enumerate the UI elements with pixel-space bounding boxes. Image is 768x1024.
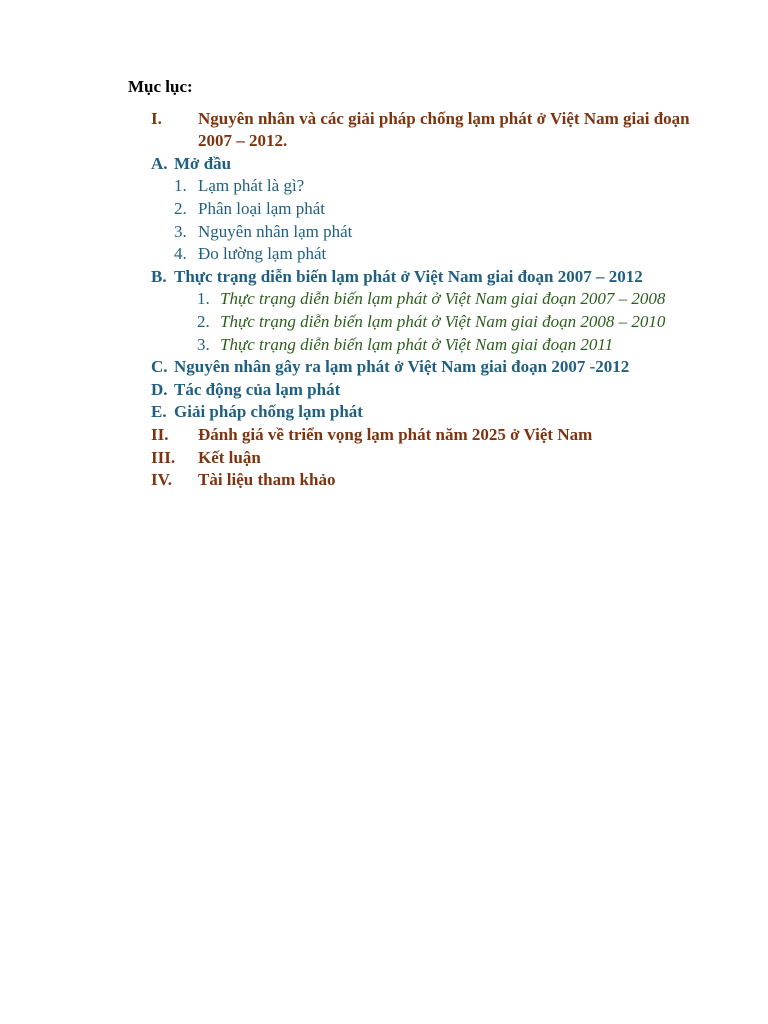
toc-item-number: D. (151, 379, 168, 399)
toc-item-text: Tài liệu tham khảo (198, 470, 336, 490)
document-page (128, 76, 708, 492)
toc-item-number: A. (151, 153, 168, 173)
toc-item-E (128, 401, 708, 424)
toc-item-text: Lạm phát là gì? (198, 176, 305, 196)
toc-item-text: Thực trạng diễn biến lạm phát ở Việt Nam giai đoạn 2008 – 2010 (220, 311, 666, 331)
toc-item-B1 (128, 288, 708, 311)
toc-item-A1 (128, 175, 708, 198)
toc-item-number: C. (151, 357, 168, 377)
toc-item-number: E. (151, 402, 167, 422)
toc-item-text: Giải pháp chống lạm phát (174, 402, 363, 422)
toc-item-text: Tác động của lạm phát (174, 379, 341, 399)
toc-item-text: Nguyên nhân lạm phát (198, 221, 353, 241)
toc-item-number: III. (151, 447, 176, 467)
toc-title: Mục lục: (128, 77, 193, 96)
toc-item-text: Phân loại lạm phát (198, 198, 326, 218)
toc-item-text: Đánh giá về triển vọng lạm phát năm 2025 ở Việt Nam (198, 424, 593, 444)
toc-item-number: IV. (151, 470, 172, 490)
toc-item-number: II. (151, 424, 169, 444)
toc-item-number: 1. (197, 289, 210, 309)
toc-item-C (128, 356, 708, 379)
toc-item-text: Thực trạng diễn biến lạm phát ở Việt Nam giai đoạn 2007 – 2008 (220, 289, 666, 309)
toc-item-number: 4. (174, 244, 187, 264)
toc-item-A2 (128, 198, 708, 221)
toc-item-number: 2. (197, 311, 210, 331)
toc-item-IV (128, 469, 708, 492)
toc-item-number: 3. (174, 221, 187, 241)
toc-item-text: Nguyên nhân và các giải pháp chống lạm phát ở Việt Nam giai đoạn 2007 – 2012. (198, 108, 690, 151)
toc-item-text: Thực trạng diễn biến lạm phát ở Việt Nam giai đoạn 2011 (220, 334, 614, 354)
toc-item-A3 (128, 221, 708, 244)
toc-item-II (128, 424, 708, 447)
toc-item-number: 3. (197, 334, 210, 354)
toc-item-text: Thực trạng diễn biến lạm phát ở Việt Nam giai đoạn 2007 – 2012 (174, 266, 643, 286)
toc-item-B (128, 266, 708, 289)
toc-item-number: I. (151, 108, 162, 128)
toc-item-B3 (128, 334, 708, 357)
toc-item-text: Kết luận (198, 447, 261, 467)
toc-item-text: Mở đầu (174, 153, 232, 173)
toc-item-D (128, 379, 708, 402)
toc-item-text: Đo lường lạm phát (198, 244, 327, 264)
toc-item-I (128, 108, 708, 153)
toc-item-A4 (128, 243, 708, 266)
toc-item-text: Nguyên nhân gây ra lạm phát ở Việt Nam giai đoạn 2007 -2012 (174, 357, 630, 377)
toc-item-A (128, 153, 708, 176)
toc-item-B2 (128, 311, 708, 334)
toc-item-number: 2. (174, 198, 187, 218)
toc-item-number: B. (151, 266, 167, 286)
toc-item-III (128, 447, 708, 470)
toc-item-number: 1. (174, 176, 187, 196)
